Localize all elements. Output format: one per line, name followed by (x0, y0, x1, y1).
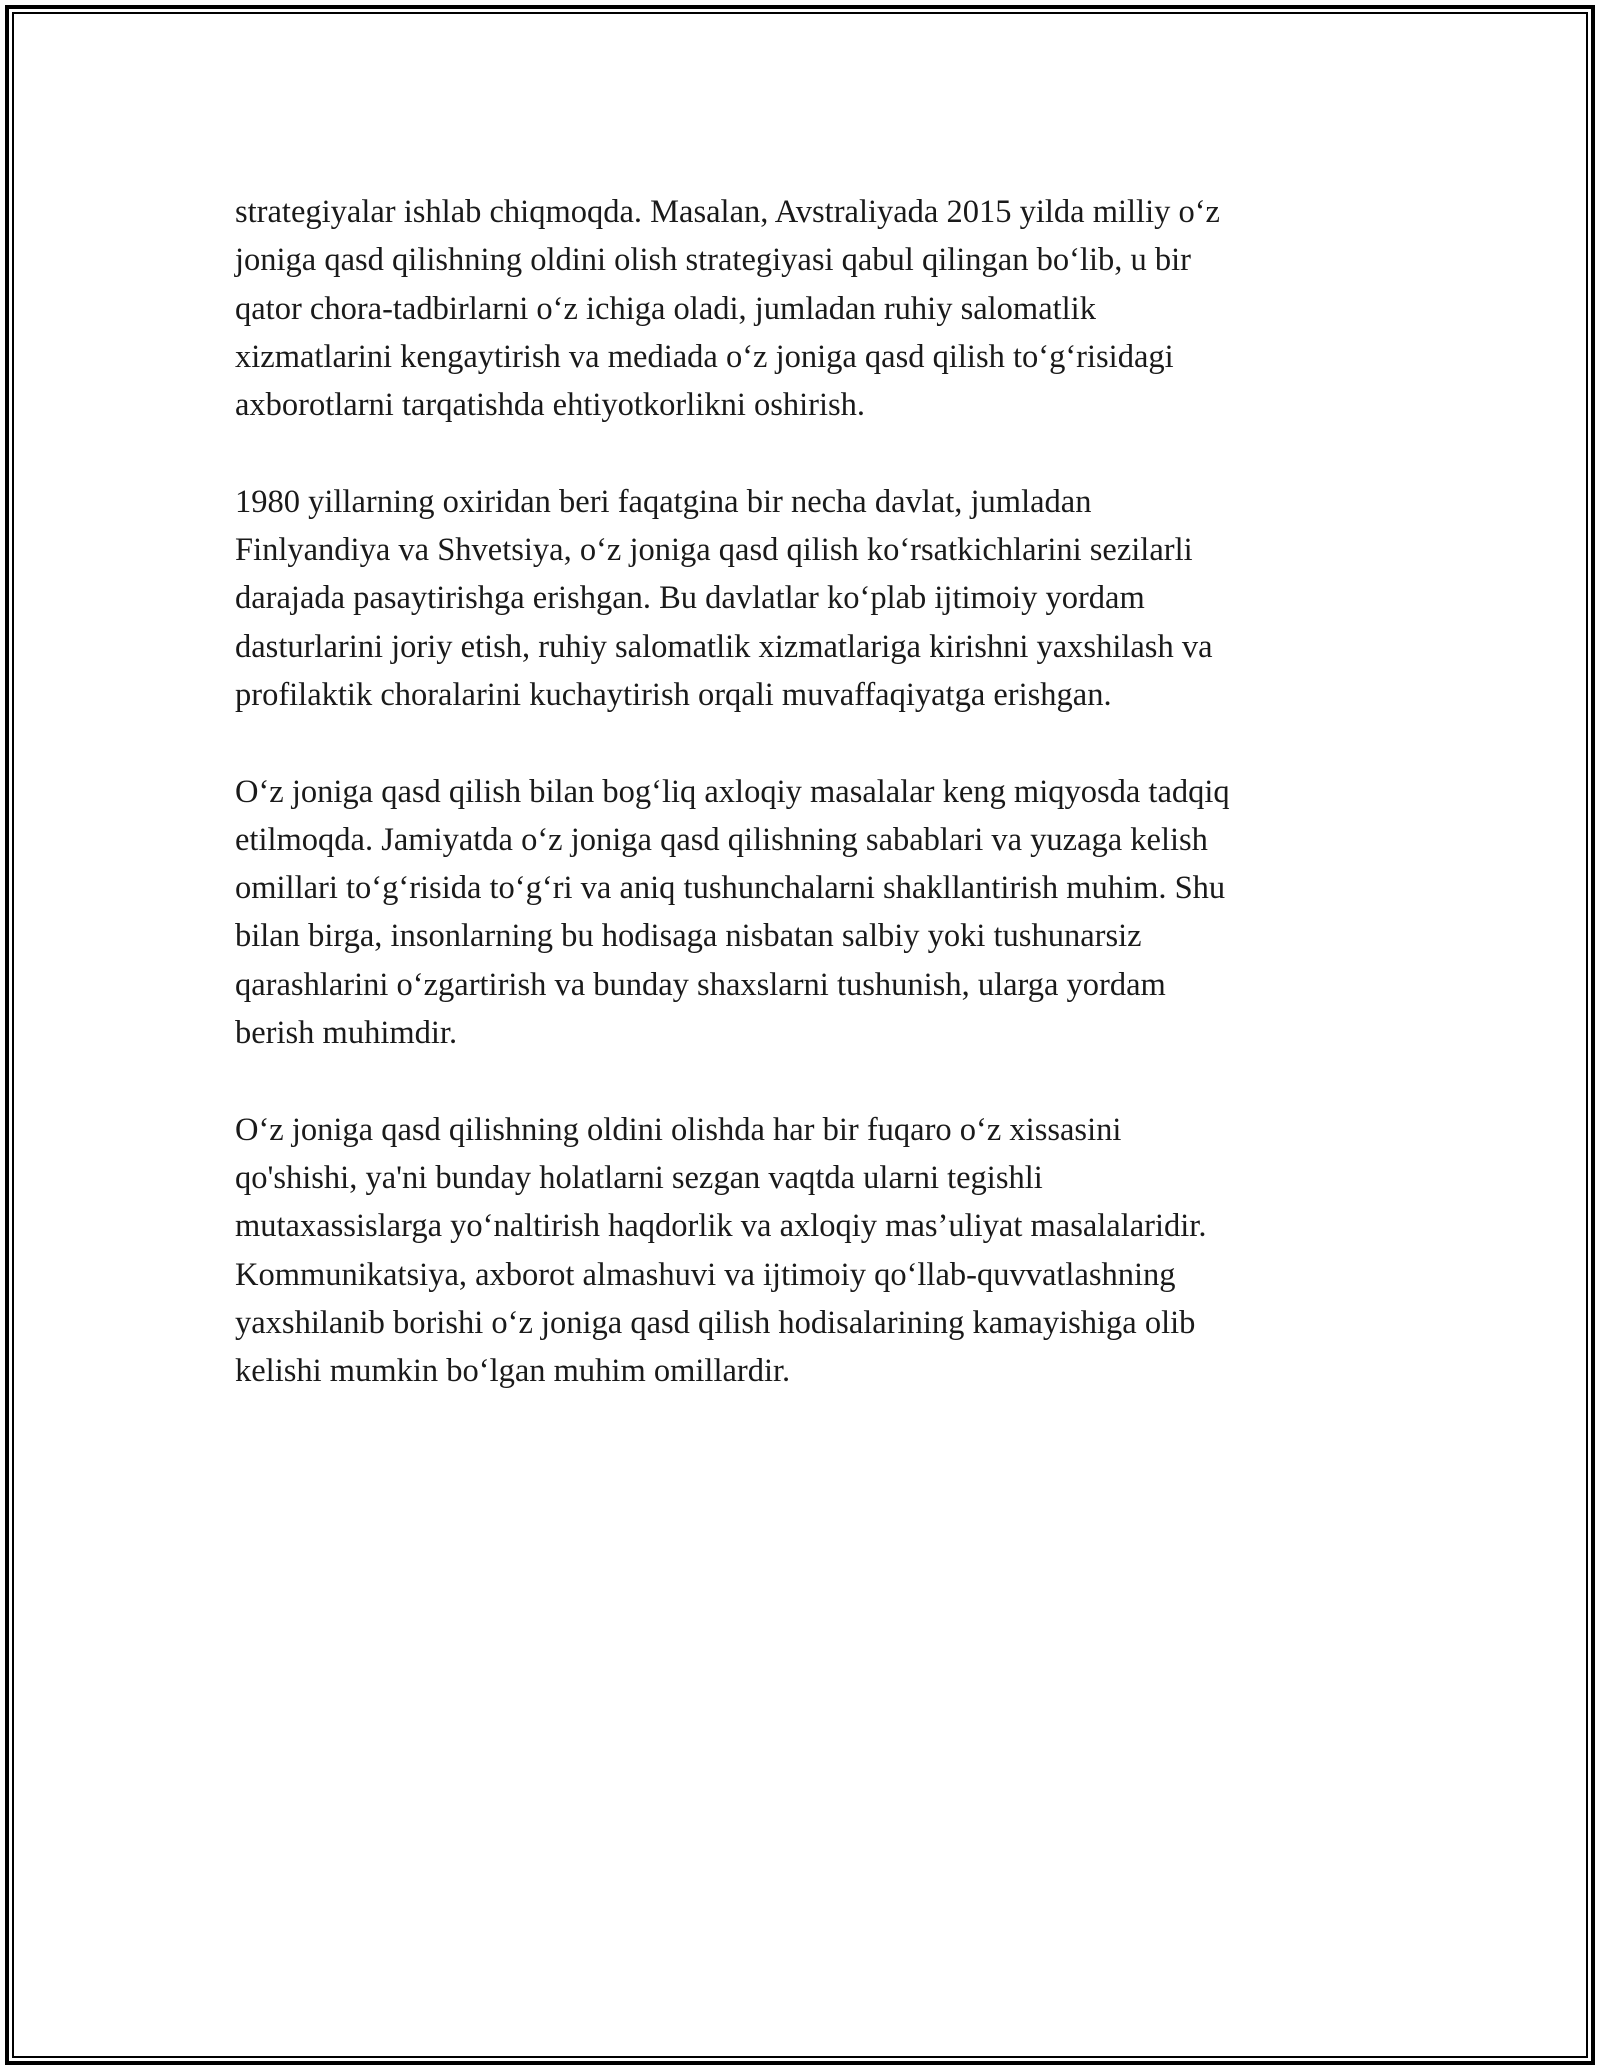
text-line: profilaktik choralarini kuchaytirish orqali muvaffaqiyatga erishgan. (235, 676, 1112, 713)
text-line: qo'shishi, ya'ni bunday holatlarni sezgan vaqtda ularni tegishli (235, 1159, 1043, 1196)
text-line: O‘z joniga qasd qilish bilan bog‘liq axloqiy masalalar keng miqyosda tadqiq (235, 773, 1230, 810)
text-line: qator chora-tadbirlarni o‘z ichiga oladi, jumladan ruhiy salomatlik (235, 290, 1096, 327)
text-line: qarashlarini o‘zgartirish va bunday shaxslarni tushunish, ularga yordam (235, 966, 1166, 1003)
text-line: xizmatlarini kengaytirish va mediada o‘z joniga qasd qilish to‘g‘risidagi (235, 338, 1174, 375)
text-line: omillari to‘g‘risida to‘g‘ri va aniq tushunchalarni shakllantirish muhim. Shu (235, 870, 1226, 907)
text-line: berish muhimdir. (235, 1015, 458, 1052)
text-line: bilan birga, insonlarning bu hodisaga nisbatan salbiy yoki tushunarsiz (235, 918, 1142, 955)
text-line: kelishi mumkin bo‘lgan muhim omillardir. (235, 1353, 791, 1390)
text-line: O‘z joniga qasd qilishning oldini olishda har bir fuqaro o‘z xissasini (235, 1111, 1122, 1148)
text-line: etilmoqda. Jamiyatda o‘z joniga qasd qilishning sabablari va yuzaga kelish (235, 821, 1208, 858)
paragraph-1 (235, 188, 1365, 429)
text-line: Kommunikatsiya, axborot almashuvi va ijtimoiy qo‘llab-quvvatlashning (235, 1256, 1176, 1293)
text-line: strategiyalar ishlab chiqmoqda. Masalan, Avstraliyada 2015 yilda milliy o‘z (235, 194, 1220, 230)
text-line: 1980 yillarning oxiridan beri faqatgina bir necha davlat, jumladan (235, 483, 1092, 520)
text-line: Finlyandiya va Shvetsiya, o‘z joniga qasd qilish ko‘rsatkichlarini sezilarli (235, 532, 1193, 569)
paragraph-2 (235, 478, 1365, 719)
text-line: darajada pasaytirishga erishgan. Bu davlatlar ko‘plab ijtimoiy yordam (235, 580, 1145, 617)
text-line: dasturlarini joriy etish, ruhiy salomatlik xizmatlariga kirishni yaxshilash va (235, 628, 1213, 665)
paragraph-3 (235, 768, 1365, 1058)
document-body (235, 188, 1365, 1444)
text-line: joniga qasd qilishning oldini olish strategiyasi qabul qilingan bo‘lib, u bir (235, 242, 1191, 279)
text-line: axborotlarni tarqatishda ehtiyotkorlikni oshirish. (235, 387, 866, 424)
text-line: mutaxassislarga yo‘naltirish haqdorlik va axloqiy mas’uliyat masalalaridir. (235, 1208, 1207, 1245)
paragraph-4 (235, 1106, 1365, 1396)
text-line: yaxshilanib borishi o‘z joniga qasd qilish hodisalarining kamayishiga olib (235, 1304, 1196, 1341)
